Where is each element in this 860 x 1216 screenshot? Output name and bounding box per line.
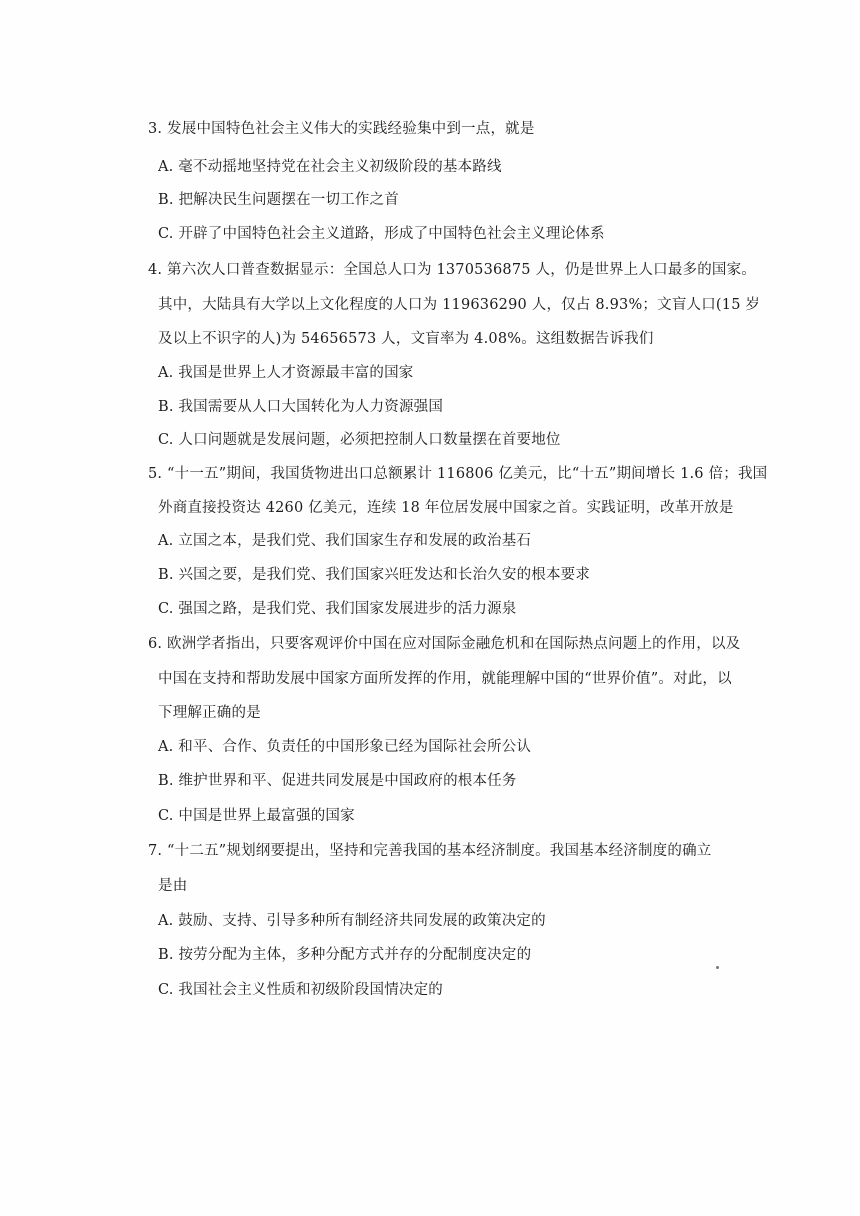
question-3-option-b: B. 把解决民生问题摆在一切工作之首	[158, 192, 399, 208]
question-5-option-b: B. 兴国之要，是我们党、我们国家兴旺发达和长治久安的根本要求	[158, 567, 591, 583]
question-7-option-c: C. 我国社会主义性质和初级阶段国情决定的	[158, 982, 443, 998]
question-3-option-c: C. 开辟了中国特色社会主义道路，形成了中国特色社会主义理论体系	[158, 226, 605, 242]
question-4-stem-line-1: 4. 第六次人口普查数据显示：全国总人口为 1370536875 人，仍是世界上人口最多的国家。	[148, 262, 757, 278]
question-6-option-b: B. 维护世界和平、促进共同发展是中国政府的根本任务	[158, 773, 517, 789]
question-7-option-b: B. 按劳分配为主体，多种分配方式并存的分配制度决定的	[158, 947, 532, 963]
question-6-stem-line-2: 中国在支持和帮助发展中国家方面所发挥的作用，就能理解中国的“世界价值”。对此，以	[158, 671, 732, 687]
question-5-option-c: C. 强国之路，是我们党、我们国家发展进步的活力源泉	[158, 601, 517, 617]
question-6-stem-line-3: 下理解正确的是	[158, 705, 261, 721]
scan-speck	[716, 966, 719, 969]
question-5-stem-line-1: 5. “十一五”期间，我国货物进出口总额累计 116806 亿美元，比“十五”期间增长 1.6 倍；我国	[148, 466, 768, 482]
question-7-option-a: A. 鼓励、支持、引导多种所有制经济共同发展的政策决定的	[158, 913, 546, 929]
question-4-stem-line-3: 及以上不识字的人)为 54656573 人，文盲率为 4.08%。这组数据告诉我们	[158, 331, 654, 347]
question-3-option-a: A. 毫不动摇地坚持党在社会主义初级阶段的基本路线	[158, 159, 502, 175]
question-4-stem-line-2: 其中，大陆具有大学以上文化程度的人口为 119636290 人，仅占 8.93%；文盲人口(15 岁	[158, 297, 761, 313]
question-6-stem-line-1: 6. 欧洲学者指出，只要客观评价中国在应对国际金融危机和在国际热点问题上的作用，以及	[148, 636, 741, 652]
question-6-option-c: C. 中国是世界上最富强的国家	[158, 808, 355, 824]
question-5-option-a: A. 立国之本，是我们党、我们国家生存和发展的政治基石	[158, 533, 532, 549]
question-7-stem-line-1: 7. “十二五”规划纲要提出，坚持和完善我国的基本经济制度。我国基本经济制度的确立	[148, 843, 712, 859]
question-6-option-a: A. 和平、合作、负责任的中国形象已经为国际社会所公认	[158, 739, 532, 755]
question-3-stem-line-1: 3. 发展中国特色社会主义伟大的实践经验集中到一点，就是	[148, 121, 535, 137]
question-4-option-c: C. 人口问题就是发展问题，必须把控制人口数量摆在首要地位	[158, 432, 561, 448]
question-7-stem-line-2: 是由	[158, 878, 188, 894]
question-4-option-b: B. 我国需要从人口大国转化为人力资源强国	[158, 399, 444, 415]
question-4-option-a: A. 我国是世界上人才资源最丰富的国家	[158, 365, 414, 381]
question-5-stem-line-2: 外商直接投资达 4260 亿美元，连续 18 年位居发展中国家之首。实践证明，改革开放是	[158, 500, 734, 516]
